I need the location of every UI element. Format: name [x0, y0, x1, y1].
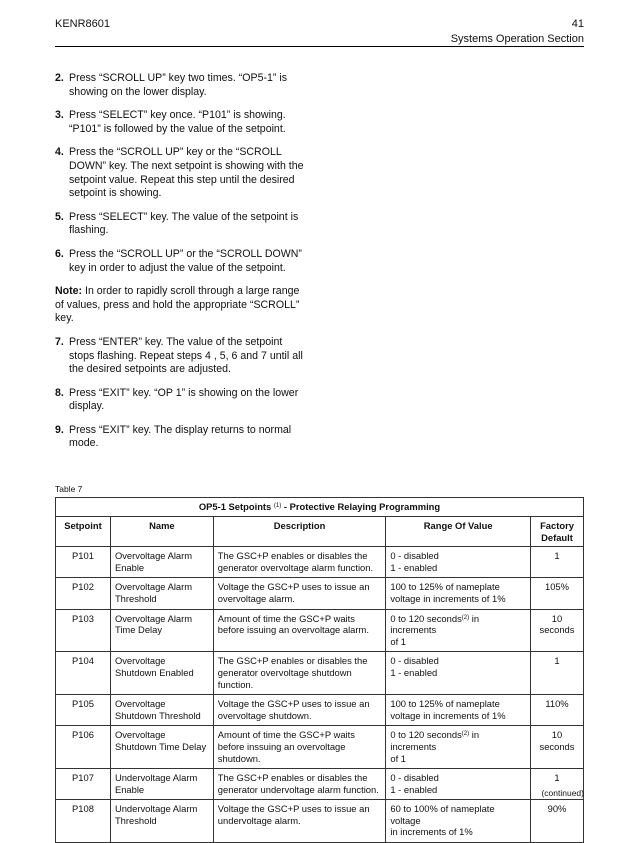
cell-default	[531, 578, 584, 609]
range-line: in increments of 1%	[390, 826, 473, 838]
step-number: 2.	[55, 72, 64, 84]
range-line: 60 to 100% of nameplate voltage	[390, 803, 495, 826]
step-text: Press “ENTER” key. The value of the setpoint stops flashing. Repeat steps 4 , 5, 6 and 7 until all the desired setpoints are adjusted.	[69, 335, 303, 376]
table-row	[56, 695, 584, 726]
table-row	[56, 547, 584, 578]
cell-setpoint: P103	[56, 609, 111, 652]
column-header-name: Name	[110, 517, 213, 547]
step-number: 4.	[55, 146, 64, 159]
cell-description: Amount of time the GSC+P waits before inssuing an overvoltage shutdown.	[213, 726, 386, 769]
cell-setpoint: P104	[56, 652, 111, 695]
section-title: Systems Operation Section	[450, 33, 584, 45]
range-line: 0 - disabled	[390, 655, 439, 667]
range-line: of 1	[390, 635, 406, 647]
cell-setpoint: P101	[56, 547, 111, 578]
column-header-default	[531, 517, 584, 547]
cell-setpoint: P102	[56, 578, 111, 609]
continued-note: (continued)	[541, 788, 584, 798]
cell-setpoint: P107	[56, 769, 111, 800]
default-value: 1	[554, 772, 560, 784]
cell-default	[531, 652, 584, 695]
table-title-row	[56, 498, 584, 517]
range-line: 0 to 120 seconds	[390, 729, 462, 741]
setpoints-table	[55, 497, 584, 843]
table-caption: Table 7	[55, 484, 83, 494]
step-text: Press “SELECT” key once. “P101” is showing. “P101” is followed by the value of the setpoint.	[69, 109, 286, 135]
cell-default	[531, 800, 584, 843]
range-line: 0 - disabled	[390, 550, 439, 562]
name-line: Time Delay	[114, 624, 163, 636]
table-row	[56, 609, 584, 652]
cell-range	[386, 695, 531, 726]
cell-name	[110, 769, 213, 800]
step-item	[55, 211, 305, 238]
cell-description: The GSC+P enables or disables the generator overvoltage shutdown function.	[213, 652, 386, 695]
cell-range	[386, 547, 531, 578]
column-header-default-line2: Default	[541, 531, 573, 543]
column-header-range: Range Of Value	[386, 517, 531, 547]
cell-description: Voltage the GSC+P uses to issue an overvoltage alarm.	[213, 578, 386, 609]
table-title	[56, 498, 584, 517]
name-line: Enable	[114, 783, 145, 795]
cell-range	[386, 652, 531, 695]
name-line: Threshold	[114, 814, 157, 826]
range-line-cont: in increments	[390, 729, 480, 752]
table-row	[56, 652, 584, 695]
range-line: voltage in increments of 1%	[390, 592, 506, 604]
cell-default	[531, 609, 584, 652]
range-footnote: (2)	[461, 614, 470, 621]
cell-range	[386, 726, 531, 769]
cell-default	[531, 695, 584, 726]
cell-setpoint: P106	[56, 726, 111, 769]
step-text: Press “SCROLL UP” key two times. “OP5-1” is showing on the lower display.	[69, 72, 287, 98]
cell-default	[531, 726, 584, 769]
range-footnote: (2)	[461, 731, 470, 738]
cell-default	[531, 547, 584, 578]
table-title-footnote: (1)	[273, 503, 282, 509]
cell-description: Voltage the GSC+P uses to issue an overvoltage shutdown.	[213, 695, 386, 726]
name-line: Overvoltage	[114, 655, 166, 667]
default-unit: seconds	[539, 624, 575, 636]
cell-description: The GSC+P enables or disables the generator undervoltage alarm function.	[213, 769, 386, 800]
name-line: Shutdown Threshold	[114, 709, 201, 721]
range-line: 0 to 120 seconds	[390, 612, 462, 624]
cell-setpoint: P105	[56, 695, 111, 726]
range-line: 100 to 125% of nameplate	[390, 698, 500, 710]
step-text: Press “EXIT” key. “OP 1” is showing on the lower display.	[69, 386, 299, 413]
step-number: 9.	[55, 423, 64, 436]
range-line: 1 - enabled	[390, 561, 438, 573]
step-text: Press the “SCROLL UP” key or the “SCROLL DOWN” key. The next setpoint is showing with the setpoint value. Repeat this step until the desired setpoint is showing.	[69, 146, 304, 200]
step-item	[55, 336, 305, 377]
default-unit: seconds	[539, 740, 575, 752]
name-line: Overvoltage Alarm	[114, 612, 193, 624]
range-line: 100 to 125% of nameplate	[390, 581, 500, 593]
default-value: 10	[551, 612, 563, 624]
step-text: Press “EXIT” key. The display returns to normal mode.	[69, 423, 292, 450]
table-row	[56, 769, 584, 800]
default-value: 10	[551, 729, 563, 741]
table-title-prefix: OP5-1 Setpoints	[198, 501, 272, 512]
page-number: 41	[571, 18, 584, 30]
cell-name	[110, 547, 213, 578]
default-value: 105%	[545, 581, 569, 593]
note	[55, 285, 305, 326]
default-value: 1	[554, 655, 560, 667]
step-item	[55, 109, 305, 136]
column-header-description: Description	[213, 517, 386, 547]
note-text: In order to rapidly scroll through a large range of values, press and hold the appropriate “SCROLL” key.	[55, 285, 300, 325]
name-line: Shutdown Time Delay	[114, 740, 207, 752]
cell-name	[110, 695, 213, 726]
step-number: 8.	[55, 386, 64, 399]
table-row	[56, 578, 584, 609]
range-line: 1 - enabled	[390, 783, 438, 795]
range-line: of 1	[390, 752, 406, 764]
name-line: Overvoltage	[114, 729, 166, 741]
step-number: 7.	[55, 335, 64, 348]
header-rule	[55, 46, 584, 47]
name-line: Enable	[114, 561, 145, 573]
cell-range	[386, 578, 531, 609]
table-row	[56, 800, 584, 843]
cell-range	[386, 800, 531, 843]
step-item	[55, 72, 305, 99]
step-text: Press the “SCROLL UP” or the “SCROLL DOWN” key in order to adjust the value of the setpoint.	[69, 247, 302, 274]
range-line: voltage in increments of 1%	[390, 709, 506, 721]
note-label: Note:	[55, 285, 83, 298]
table-body	[56, 547, 584, 843]
range-line: 0 - disabled	[390, 772, 439, 784]
cell-name	[110, 652, 213, 695]
default-value: 110%	[545, 698, 569, 710]
column-header-default-line1: Factory	[540, 520, 574, 531]
cell-name	[110, 578, 213, 609]
cell-range	[386, 769, 531, 800]
cell-description: Voltage the GSC+P uses to issue an undervoltage alarm.	[213, 800, 386, 843]
default-value: 1	[554, 550, 560, 562]
name-line: Overvoltage	[114, 698, 166, 710]
step-item	[55, 387, 305, 414]
range-line: 1 - enabled	[390, 666, 438, 678]
name-line: Threshold	[114, 592, 157, 604]
cell-description: The GSC+P enables or disables the generator overvoltage alarm function.	[213, 547, 386, 578]
step-item	[55, 248, 305, 275]
document-id: KENR8601	[55, 18, 111, 30]
default-value: 90%	[547, 803, 567, 815]
name-line: Overvoltage Alarm	[114, 550, 193, 562]
cell-name	[110, 609, 213, 652]
step-number: 6.	[55, 247, 64, 260]
step-number: 3.	[55, 109, 64, 122]
name-line: Shutdown Enabled	[114, 666, 194, 678]
range-line-cont: in increments	[390, 612, 480, 636]
table-row	[56, 726, 584, 769]
cell-name	[110, 726, 213, 769]
step-text: Press “SELECT” key. The value of the setpoint is flashing.	[69, 210, 299, 237]
table-title-suffix: - Protective Relaying Programming	[281, 501, 441, 512]
column-header-row	[56, 517, 584, 547]
name-line: Undervoltage Alarm	[114, 803, 198, 815]
name-line: Overvoltage Alarm	[114, 581, 193, 593]
name-line: Undervoltage Alarm	[114, 772, 198, 784]
procedure-steps	[55, 72, 305, 461]
cell-name	[110, 800, 213, 843]
step-number: 5.	[55, 210, 64, 223]
cell-description: Amount of time the GSC+P waits before issuing an overvoltage alarm.	[213, 609, 386, 652]
column-header-setpoint: Setpoint	[56, 517, 111, 547]
cell-range	[386, 609, 531, 652]
step-item	[55, 146, 305, 200]
cell-setpoint: P108	[56, 800, 111, 843]
step-item	[55, 424, 305, 451]
